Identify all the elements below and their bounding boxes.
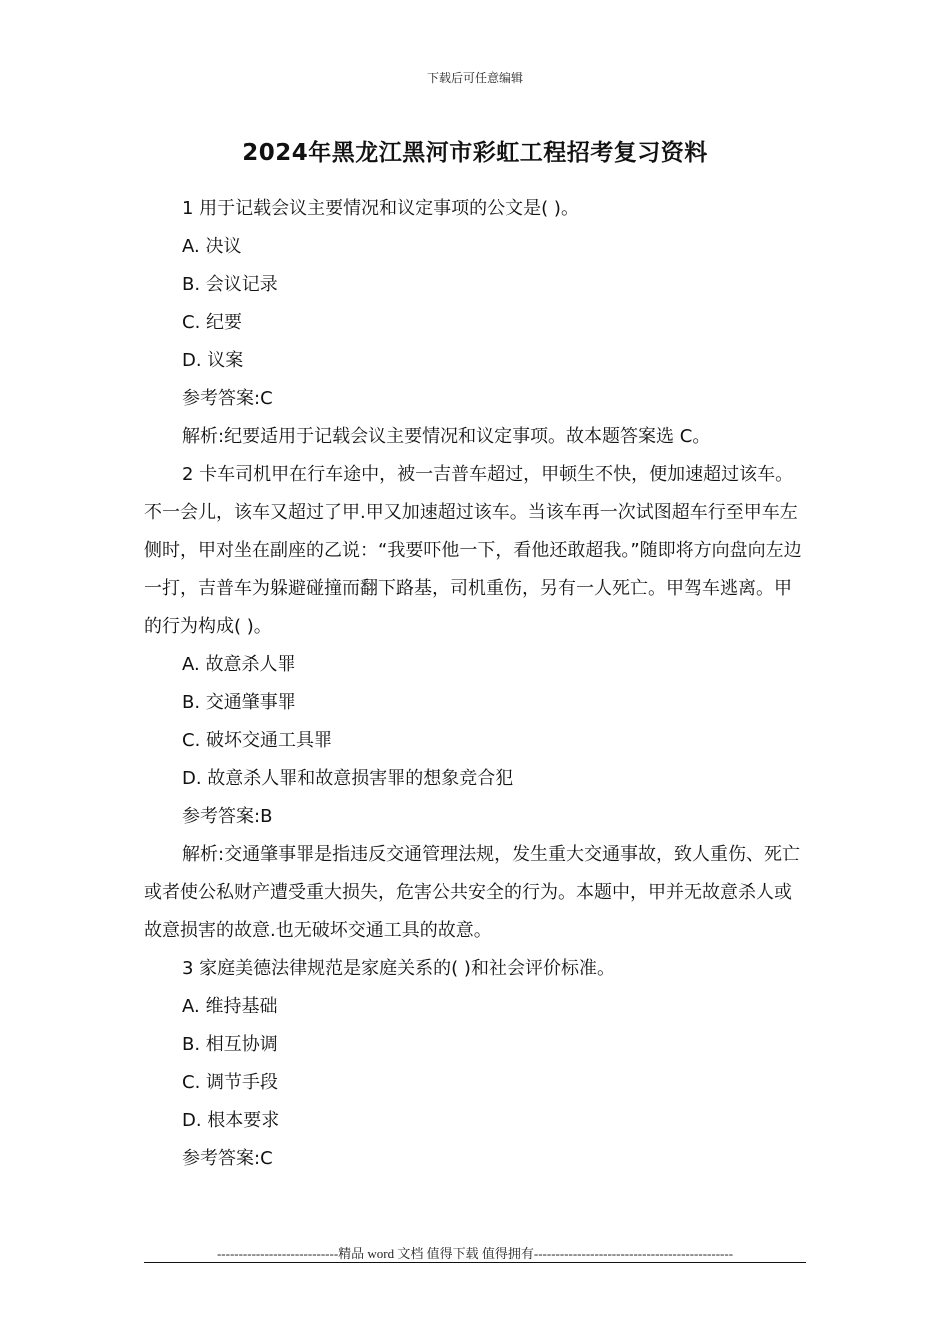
q1-option-c: C. 纪要: [182, 312, 243, 333]
q3-answer: 参考答案:C: [182, 1148, 273, 1169]
q1-option-d: D. 议案: [182, 350, 244, 371]
document-title: 2024年黑龙江黑河市彩虹工程招考复习资料: [242, 140, 708, 166]
q2-option-d: D. 故意杀人罪和故意损害罪的想象竞合犯: [182, 768, 514, 789]
question-3: 3 家庭美德法律规范是家庭关系的( )和社会评价标准。: [182, 958, 615, 979]
q3-option-d: D. 根本要求: [182, 1110, 280, 1131]
q2-option-c: C. 破坏交通工具罪: [182, 730, 333, 751]
question-1: 1 用于记载会议主要情况和议定事项的公文是( )。: [182, 198, 579, 219]
q2-option-b: B. 交通肇事罪: [182, 692, 296, 713]
q3-option-b: B. 相互协调: [182, 1034, 278, 1055]
q2-option-a: A. 故意杀人罪: [182, 654, 296, 675]
header-note: 下载后可任意编辑: [426, 71, 523, 85]
q3-option-c: C. 调节手段: [182, 1072, 279, 1093]
q1-answer: 参考答案:C: [182, 388, 273, 409]
question-2: 2 卡车司机甲在行车途中，被一吉普车超过，甲顿生不快，便加速超过该车。不一会儿，该车又超过了甲.甲又加速超过该车。当该车再一次试图超车行至甲车左侧时，甲对坐在副座的乙说：“我要吓他一下，看他还敢超我。”随即将方向盘向左边一打，吉普车为躲避碰撞而翻下路基，司机重伤，另有一人死亡。甲驾车逃离。甲的行为构成( )。: [144, 464, 802, 637]
footer-divider: [144, 1262, 806, 1263]
q2-explanation: 解析:交通肇事罪是指违反交通管理法规，发生重大交通事故，致人重伤、死亡或者使公私财产遭受重大损失，危害公共安全的行为。本题中，甲并无故意杀人或故意损害的故意.也无破坏交通工具的故意。: [144, 844, 801, 941]
document-body: [144, 190, 806, 1178]
q3-option-a: A. 维持基础: [182, 996, 278, 1017]
footer-text: ----------------------------精品 word 文档 值得下载 值得拥有----------------------------------------------: [216, 1246, 734, 1261]
q1-option-b: B. 会议记录: [182, 274, 278, 295]
q1-explanation: 解析:纪要适用于记载会议主要情况和议定事项。故本题答案选 C。: [182, 426, 711, 447]
q2-answer: 参考答案:B: [182, 806, 273, 827]
q1-option-a: A. 决议: [182, 236, 242, 257]
